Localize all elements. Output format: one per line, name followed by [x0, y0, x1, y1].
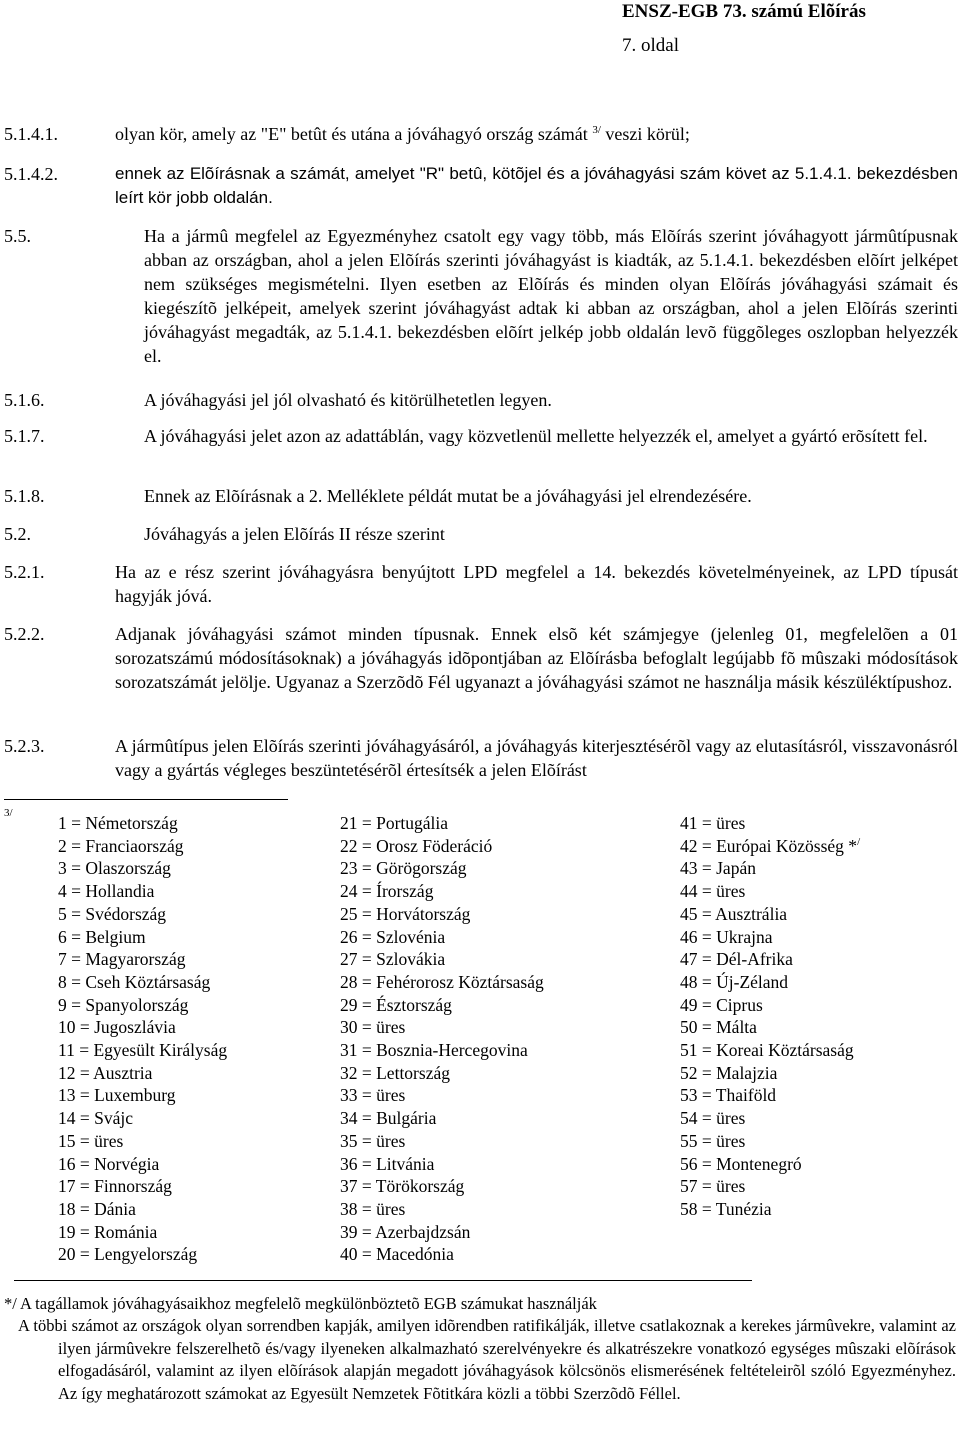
country-code-item: 9 = Spanyolország: [58, 994, 189, 1015]
footnote-mark: 3/: [4, 807, 13, 819]
country-code-item: 7 = Magyarország: [58, 949, 186, 970]
country-code-item: 17 = Finnország: [58, 1176, 172, 1197]
paragraph-text-cont: veszi körül;: [600, 124, 690, 144]
paragraph-5-2: [4, 522, 958, 546]
country-code-item: 47 = Dél-Afrika: [680, 949, 793, 970]
country-code-item: 44 = üres: [680, 881, 746, 902]
country-code-item: 42 = Európai Közösség */: [680, 835, 861, 856]
country-code-item: 23 = Görögország: [340, 858, 467, 879]
country-code-item: 31 = Bosznia-Hercegovina: [340, 1040, 528, 1061]
paragraph-text: A jármûtípus jelen Elõírás szerinti jóváhagyásáról, a jóváhagyás kiterjesztésérõl vagy az elutasításról, visszavonásról vagy a gyártás végleges beszüntetésérõl értesítsék a jelen Elõírást: [115, 736, 958, 780]
country-code-item: 14 = Svájc: [58, 1108, 133, 1129]
country-code-item: 4 = Hollandia: [58, 881, 155, 902]
paragraph-5-1-4-1: [4, 122, 958, 146]
paragraph-number: 5.1.6.: [4, 390, 45, 410]
country-code-item: 22 = Orosz Föderáció: [340, 835, 493, 856]
country-code-item: 56 = Montenegró: [680, 1153, 802, 1174]
country-code-item: 45 = Ausztrália: [680, 903, 788, 924]
paragraph-5-1-6: [4, 388, 958, 412]
paragraph-5-1-7: [4, 424, 958, 448]
country-code-item: 6 = Belgium: [58, 926, 146, 947]
numbering-note-text: A többi számot az országok olyan sorrendben kapják, amilyen idõrendben ratifikálják, illetve csatlakoznak a kerekes jármûvekre, valamint az ilyen jármûvekre felszerelhetõ és/vagy ilyeneken alkalmazható szerelvényekre és alkatrészekre vonatkozó egységes mûszaki elõírások elfogadásáról, valamint az ilyen elõírások alapján megadott jóváhagyások kölcsönös elismerésének feltételeirõl szóló Egyezményhez. Az így meghatározott számokat az Egyesült Nemzetek Fõtitkára közli a többi Szerzõdõ Féllel.: [18, 1316, 956, 1403]
paragraph-number: 5.2.2.: [4, 624, 45, 644]
page-number: 7. oldal: [622, 35, 679, 56]
country-code-item: 10 = Jugoszlávia: [58, 1017, 176, 1038]
country-code-item: 26 = Szlovénia: [340, 926, 446, 947]
country-code-item: 27 = Szlovákia: [340, 949, 446, 970]
country-code-item: 28 = Fehérorosz Köztársaság: [340, 971, 544, 992]
country-code-item: 41 = üres: [680, 813, 746, 833]
page-header: [622, 0, 866, 58]
paragraph-number: 5.1.8.: [4, 486, 45, 506]
paragraph-number: 5.5.: [4, 226, 31, 246]
paragraph-5-2-2: [4, 622, 958, 694]
paragraph-5-1-4-2: [4, 162, 958, 210]
country-code-item: 36 = Litvánia: [340, 1153, 435, 1174]
footnote-ref: 3/: [592, 124, 601, 136]
country-code-item: 24 = Írország: [340, 881, 434, 902]
country-code-item: 38 = üres: [340, 1198, 406, 1219]
paragraph-text: Adjanak jóváhagyási számot minden típusnak. Ennek elsõ két számjegye (jelenleg 01, megfelelõen a 01 sorozatszámú módosításoknak) a jóváhagyás idõpontjában az Elõírásba befoglalt legújabb fõ mûszaki módosítások sorozatszámát jelölje. Ugyanaz a Szerzõdõ Fél ugyanazt a jóváhagyási számot ne használja másik készüléktípushoz.: [115, 624, 958, 692]
country-code-item: 52 = Malajzia: [680, 1062, 778, 1083]
paragraph-text: olyan kör, amely az "E" betût és utána a jóváhagyó ország számát: [115, 124, 588, 144]
country-code-item: 15 = üres: [58, 1130, 124, 1151]
paragraph-number: 5.2.: [4, 524, 31, 544]
country-code-item: 19 = Románia: [58, 1221, 158, 1242]
country-code-item: 51 = Koreai Köztársaság: [680, 1040, 854, 1061]
country-list-column-3: [680, 812, 860, 1221]
country-list-column-2: [340, 812, 544, 1266]
country-code-item: 8 = Cseh Köztársaság: [58, 971, 211, 992]
country-code-item: 50 = Málta: [680, 1017, 757, 1038]
country-code-item: 29 = Észtország: [340, 994, 452, 1015]
footnote-divider: [4, 799, 288, 800]
paragraph-5-2-3: [4, 734, 958, 782]
country-code-item: 18 = Dánia: [58, 1198, 136, 1219]
paragraph-text: A jóváhagyási jel jól olvasható és kitörülhetetlen legyen.: [144, 390, 552, 410]
section-heading: Jóváhagyás a jelen Elõírás II része szerint: [144, 524, 445, 544]
country-code-item: 46 = Ukrajna: [680, 926, 773, 947]
country-code-item: 13 = Luxemburg: [58, 1085, 176, 1106]
country-code-item: 3 = Olaszország: [58, 858, 171, 879]
country-code-item: 32 = Lettország: [340, 1062, 450, 1083]
paragraph-text: Ha az e rész szerint jóváhagyásra benyújtott LPD megfelel a 14. bekezdés követelményeinek, az LPD típusát hagyják jóvá.: [115, 562, 958, 606]
paragraph-5-2-1: [4, 560, 958, 608]
paragraph-text: Ennek az Elõírásnak a 2. Melléklete példát mutat be a jóváhagyási jel elrendezésére.: [144, 486, 752, 506]
country-code-item: 35 = üres: [340, 1130, 406, 1151]
country-code-item: 21 = Portugália: [340, 813, 449, 833]
country-code-item: 20 = Lengyelország: [58, 1244, 198, 1265]
country-code-item: 1 = Németország: [58, 813, 178, 833]
country-code-item: 53 = Thaiföld: [680, 1085, 777, 1106]
country-code-item: 12 = Ausztria: [58, 1062, 153, 1083]
note-divider: [14, 1280, 752, 1281]
country-code-item: 57 = üres: [680, 1176, 746, 1197]
paragraph-number: 5.1.4.1.: [4, 124, 58, 144]
country-code-item: 11 = Egyesült Királyság: [58, 1040, 228, 1061]
country-code-item: 33 = üres: [340, 1085, 406, 1106]
country-code-item: 16 = Norvégia: [58, 1153, 160, 1174]
country-code-item: 39 = Azerbajdzsán: [340, 1221, 471, 1242]
document-title: ENSZ-EGB 73. számú Elõírás: [622, 1, 866, 22]
country-code-item: 25 = Horvátország: [340, 903, 471, 924]
country-list-column-1: [58, 812, 227, 1266]
country-code-item: 37 = Törökország: [340, 1176, 465, 1197]
country-code-item: 40 = Macedónia: [340, 1244, 454, 1265]
paragraph-number: 5.2.3.: [4, 736, 45, 756]
paragraph-text: A jóváhagyási jelet azon az adattáblán, vagy közvetlenül mellette helyezzék el, amelyet a gyártó erõsített fel.: [144, 426, 928, 446]
country-code-item: 43 = Japán: [680, 858, 756, 879]
paragraph-number: 5.1.7.: [4, 426, 45, 446]
country-code-item: 48 = Új-Zéland: [680, 971, 789, 992]
country-code-item: 49 = Ciprus: [680, 994, 763, 1015]
numbering-note: [18, 1315, 956, 1405]
paragraph-number: 5.2.1.: [4, 562, 45, 582]
country-code-item: 5 = Svédország: [58, 903, 167, 924]
star-note: */ A tagállamok jóváhagyásaikhoz megfelelõ megkülönböztetõ EGB számukat használják: [4, 1294, 597, 1313]
country-code-item: 2 = Franciaország: [58, 835, 184, 856]
country-code-item: 55 = üres: [680, 1130, 746, 1151]
country-code-item: 58 = Tunézia: [680, 1198, 772, 1219]
footnote-ref: /: [857, 835, 861, 848]
paragraph-text: Ha a jármû megfelel az Egyezményhez csatolt egy vagy több, más Elõírás szerint jóváhagyott jármûtípusnak abban az országban, ahol a jelen Elõírás szerinti jóváhagyást is kiadták, az 5.1.4.1. bekezdésben elõírt jelképet nem szükséges megismételni. Ilyen esetben az Elõírás és minden olyan Elõírás jóváhagyási számait és kiegészítõ jelképeit, amelyek szerint jóváhagyást adtak ki abban az országban, ahol a jelen Elõírás szerinti jóváhagyást megadták, az 5.1.4.1. bekezdésben elõírt jelkép jobb oldalán levõ függõleges oszlopban helyezzék el.: [144, 226, 958, 366]
paragraph-5-1-8: [4, 484, 958, 508]
paragraph-text: ennek az Elõírásnak a számát, amelyet "R" betû, kötõjel és a jóváhagyási szám követ az 5.1.4.1. bekezdésben leírt kör jobb oldalán.: [115, 164, 958, 207]
country-code-item: 54 = üres: [680, 1108, 746, 1129]
paragraph-number: 5.1.4.2.: [4, 164, 58, 184]
country-code-item: 30 = üres: [340, 1017, 406, 1038]
country-code-item: 34 = Bulgária: [340, 1108, 437, 1129]
paragraph-5-5: [4, 224, 958, 368]
